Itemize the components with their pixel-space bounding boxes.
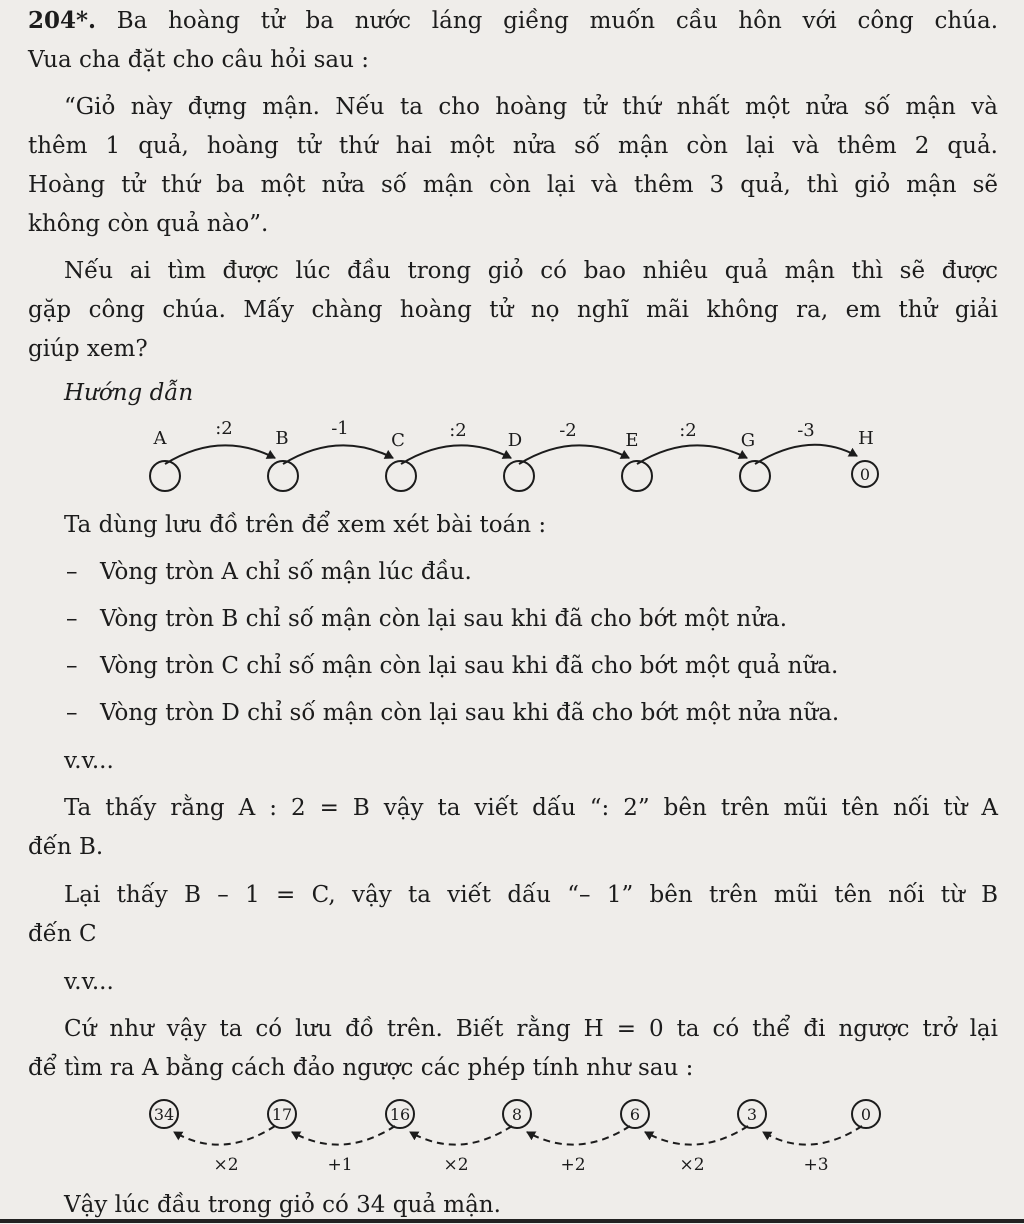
forward-arrow-1 — [165, 445, 275, 464]
reverse-op-3: ×2 — [443, 1155, 469, 1175]
guide-heading: Hướng dẫn — [64, 380, 194, 406]
node-label-b: B — [275, 428, 289, 449]
value-6: 3 — [746, 1105, 758, 1124]
problem-intro-line1: Ba hoàng tử ba nước láng giềng muốn cầu hôn với công chúa. — [116, 8, 999, 34]
forward-op-6: -3 — [797, 420, 815, 441]
reverse-arrow-3 — [410, 1126, 512, 1145]
node-circle-d — [504, 461, 534, 491]
quote-line: Hoàng tử thứ ba một nửa số mận còn lại và thêm 3 quả, thì giỏ mận sẽ — [28, 172, 998, 198]
node-circle-g — [740, 461, 770, 491]
node-label-h: H — [858, 428, 874, 449]
node-circle-e — [622, 461, 652, 491]
forward-arrow-4 — [519, 445, 629, 464]
bullet-mark: – — [66, 653, 78, 679]
forward-op-5: :2 — [679, 420, 697, 441]
bullet-item: Vòng tròn D chỉ số mận còn lại sau khi đã cho bớt một nửa nữa. — [100, 700, 840, 726]
challenge-line: Nếu ai tìm được lúc đầu trong giỏ có bao nhiêu quả mận thì sẽ được — [64, 258, 998, 284]
value-2: 17 — [271, 1105, 293, 1124]
node-label-c: C — [391, 430, 405, 451]
bullet-item: Vòng tròn A chỉ số mận lúc đầu. — [100, 559, 472, 585]
bullet-item: Vòng tròn B chỉ số mận còn lại sau khi đã cho bớt một nửa. — [100, 606, 788, 632]
forward-op-1: :2 — [215, 418, 233, 439]
reverse-arrow-6 — [763, 1126, 862, 1145]
challenge-line: giúp xem? — [28, 336, 148, 362]
forward-arrow-2 — [283, 445, 393, 464]
node-label-g: G — [740, 430, 756, 451]
quote-line: thêm 1 quả, hoàng tử thứ hai một nửa số mận còn lại và thêm 2 quả. — [28, 133, 998, 159]
problem-intro-line2: Vua cha đặt cho câu hỏi sau : — [28, 47, 369, 73]
reverse-arrow-4 — [527, 1126, 630, 1145]
bullet-mark: – — [66, 700, 78, 726]
paragraph-line: Cứ như vậy ta có lưu đồ trên. Biết rằng H = 0 ta có thể đi ngược trở lại — [64, 1016, 998, 1042]
forward-op-4: -2 — [559, 420, 577, 441]
reverse-arrow-1 — [174, 1126, 275, 1145]
value-5: 6 — [629, 1105, 641, 1124]
paragraph-line: Ta thấy rằng A : 2 = B vậy ta viết dấu “: 2” bên trên mũi tên nối từ A — [64, 795, 998, 821]
forward-flow-diagram — [0, 412, 1024, 502]
forward-arrow-6 — [755, 445, 857, 464]
end-value: 0 — [859, 465, 871, 484]
forward-arrow-5 — [637, 445, 747, 464]
paragraph-line: Lại thấy B – 1 = C, vậy ta viết dấu “– 1” bên trên mũi tên nối từ B — [64, 882, 998, 908]
node-label-a: A — [153, 428, 167, 449]
guide-intro: Ta dùng lưu đồ trên để xem xét bài toán : — [64, 512, 547, 538]
paragraph-line: đến C — [28, 921, 97, 947]
reverse-arrow-2 — [292, 1126, 395, 1145]
value-7: 0 — [860, 1105, 872, 1124]
quote-line: “Giỏ này đựng mận. Nếu ta cho hoàng tử thứ nhất một nửa số mận và — [64, 94, 998, 120]
forward-op-3: :2 — [449, 420, 467, 441]
reverse-op-1: ×2 — [213, 1155, 239, 1175]
node-circle-c — [386, 461, 416, 491]
reverse-arrow-5 — [645, 1126, 748, 1145]
paragraph-line: đến B. — [28, 834, 104, 860]
quote-line: không còn quả nào”. — [28, 211, 269, 237]
etc-line: v.v... — [64, 969, 114, 995]
bullet-mark: – — [66, 606, 78, 632]
page-bottom-border — [0, 1219, 1024, 1223]
node-label-e: E — [625, 430, 639, 451]
bullet-item: Vòng tròn C chỉ số mận còn lại sau khi đã cho bớt một quả nữa. — [100, 653, 839, 679]
problem-number: 204*. — [28, 7, 97, 34]
reverse-op-6: +3 — [803, 1155, 829, 1175]
conclusion: Vậy lúc đầu trong giỏ có 34 quả mận. — [64, 1192, 501, 1218]
value-4: 8 — [511, 1105, 523, 1124]
reverse-op-4: +2 — [560, 1155, 586, 1175]
bullet-mark: – — [66, 559, 78, 585]
etc-line: v.v... — [64, 748, 114, 774]
forward-arrow-3 — [401, 445, 511, 464]
reverse-op-2: +1 — [327, 1155, 353, 1175]
reverse-flow-diagram — [0, 1092, 1024, 1182]
value-1: 34 — [153, 1105, 175, 1124]
reverse-op-5: ×2 — [679, 1155, 705, 1175]
node-circle-a — [150, 461, 180, 491]
node-circle-b — [268, 461, 298, 491]
challenge-line: gặp công chúa. Mấy chàng hoàng tử nọ nghĩ mãi không ra, em thử giải — [28, 297, 998, 323]
node-label-d: D — [507, 430, 523, 451]
paragraph-line: để tìm ra A bằng cách đảo ngược các phép tính như sau : — [28, 1055, 694, 1081]
value-3: 16 — [389, 1105, 411, 1124]
forward-op-2: -1 — [331, 418, 349, 439]
problem-first-line — [28, 2, 998, 40]
